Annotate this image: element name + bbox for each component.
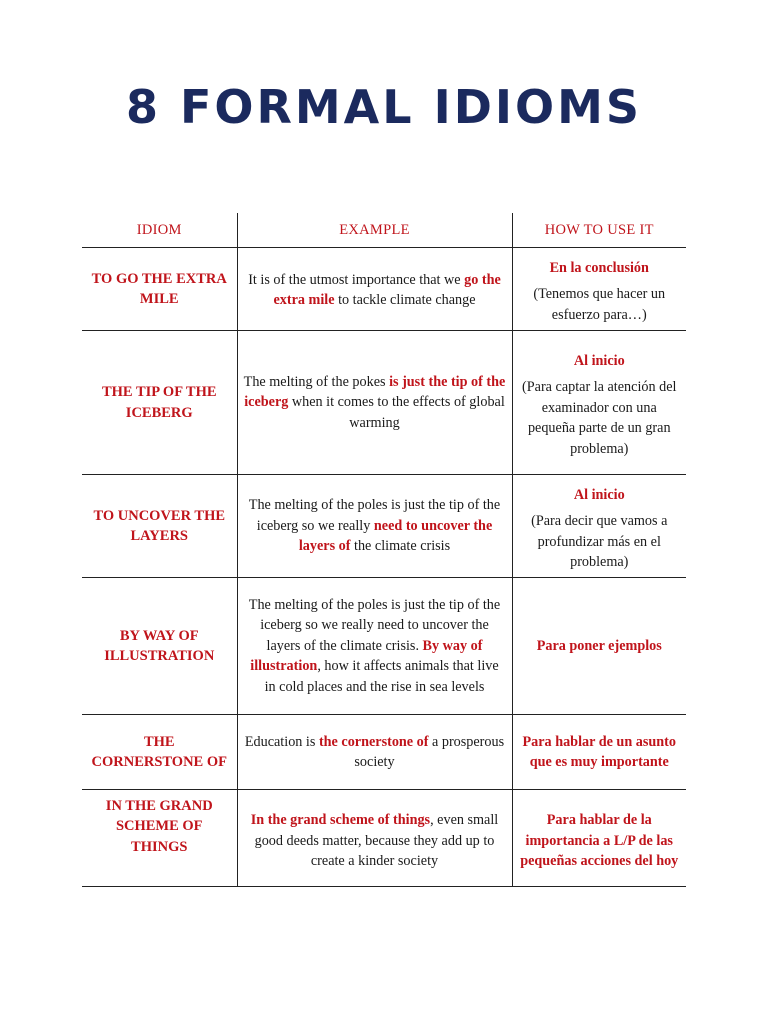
idiom-name: TO UNCOVER THE LAYERS xyxy=(82,475,237,578)
page-title: 8 FORMAL IDIOMS xyxy=(125,80,643,134)
idiom-name: THE CORNERSTONE OF xyxy=(82,715,237,790)
table-row xyxy=(82,248,686,331)
example-text xyxy=(237,578,512,715)
how-to-use xyxy=(512,790,686,887)
table-row xyxy=(82,578,686,715)
example-text xyxy=(237,790,512,887)
how-to-use xyxy=(512,715,686,790)
example-text xyxy=(237,331,512,475)
example-text xyxy=(237,715,512,790)
how-to-use-title: Al inicio xyxy=(573,352,625,369)
how-to-use-note: (Para decir que vamos a profundizar más en el problema) xyxy=(531,513,668,570)
example-text xyxy=(237,475,512,578)
table-header-row xyxy=(82,213,686,248)
example-segment: the climate crisis xyxy=(350,538,451,555)
example-segment: , even small good deeds matter, because they add up to create a kinder society xyxy=(254,812,499,870)
how-to-use-title: Para poner ejemplos xyxy=(536,637,662,654)
example-highlight: go the extra mile xyxy=(273,271,501,308)
table-row xyxy=(82,790,686,887)
how-to-use xyxy=(512,331,686,475)
example-segment: Education is xyxy=(244,733,319,750)
header-example: EXAMPLE xyxy=(237,213,512,248)
example-segment: to tackle climate change xyxy=(334,292,476,308)
how-to-use xyxy=(512,248,686,331)
how-to-use xyxy=(512,578,686,715)
example-segment: when it comes to the effects of global warming xyxy=(288,394,505,431)
example-segment: a prosperous society xyxy=(354,733,505,770)
example-highlight: By way of illustration xyxy=(250,637,483,675)
how-to-use-title: Al inicio xyxy=(573,486,625,503)
idioms-table xyxy=(82,213,686,887)
idiom-name: TO GO THE EXTRA MILE xyxy=(82,248,237,331)
how-to-use-title: Para hablar de la importancia a L/P de las pequeñas acciones del hoy xyxy=(520,812,679,870)
example-segment: The melting of the poles is just the tip of the iceberg so we really xyxy=(248,497,501,534)
idiom-name: BY WAY OF ILLUSTRATION xyxy=(82,578,237,715)
table-row xyxy=(82,331,686,475)
idiom-name: IN THE GRAND SCHEME OF THINGS xyxy=(82,790,237,887)
example-text xyxy=(237,248,512,331)
idiom-name: THE TIP OF THE ICEBERG xyxy=(82,331,237,475)
example-highlight: the cornerstone of xyxy=(318,733,429,750)
header-how-to-use: HOW TO USE IT xyxy=(512,213,686,248)
example-highlight: need to uncover the layers of xyxy=(298,517,493,555)
table-row xyxy=(82,475,686,578)
example-segment: , how it affects animals that live in cold places and the rise in sea levels xyxy=(264,658,499,695)
how-to-use-note: (Tenemos que hacer un esfuerzo para…) xyxy=(533,286,666,323)
how-to-use xyxy=(512,475,686,578)
table-row xyxy=(82,715,686,790)
example-segment: The melting of the pokes xyxy=(243,373,390,390)
example-highlight: In the grand scheme of things xyxy=(250,812,431,829)
how-to-use-title: Para hablar de un asunto que es muy importante xyxy=(522,733,676,770)
example-segment: The melting of the poles is just the tip of the iceberg so we really need to uncover the layers of the climate crisis. xyxy=(248,596,501,654)
example-highlight: is just the tip of the iceberg xyxy=(244,373,506,411)
how-to-use-note: (Para captar la atención del examinador con una pequeña parte de un gran problema) xyxy=(522,379,677,457)
example-segment: It is of the utmost importance that we xyxy=(248,271,465,288)
header-idiom: IDIOM xyxy=(82,213,237,248)
how-to-use-title: En la conclusión xyxy=(549,259,649,276)
